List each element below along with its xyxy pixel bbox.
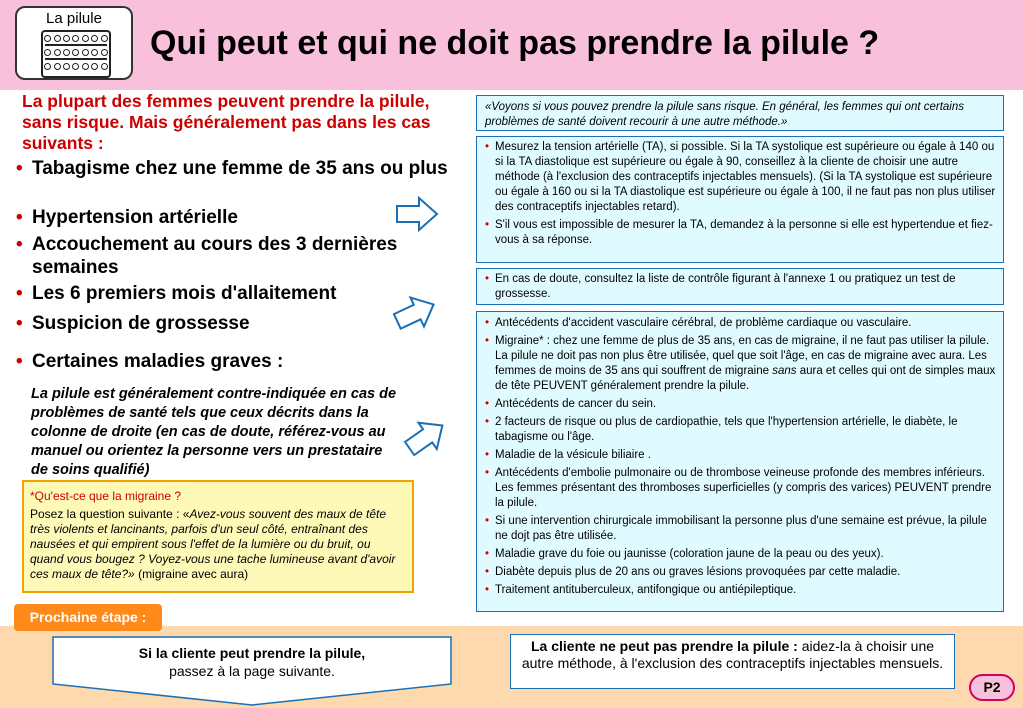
case-item-hypertension: • Hypertension artérielle — [14, 206, 452, 229]
can-take-pill-text: Si la cliente peut prendre la pilule, passez à la page suivante. — [138, 645, 366, 679]
case-item-serious-illness: • Certaines maladies graves : — [14, 350, 452, 373]
migraine-question: Avez-vous souvent des maux de tête très violents et lancinants, parfois d'un seul côté, entraînant des nausées et qui empirent sous l'effet de la lumière ou du bruit, ou quand vous bougez ? Voyez-vous une tache lumineuse avant d'avoir ces maux de tête?» — [30, 507, 396, 581]
arrow-up-right-icon — [403, 416, 449, 458]
list-item: • S'il vous est impossible de mesurer la TA, demandez à la personne si elle est hypertendue et fiez-vous à sa réponse. — [481, 218, 999, 248]
pill-pack-icon — [41, 30, 111, 78]
arrow-up-right-icon — [392, 292, 438, 332]
header-bar — [0, 0, 1023, 90]
cannot-take-pill-text: aidez-la à choisir une autre méthode, à l'exclusion des contraceptifs injectables mensuels. — [521, 638, 944, 671]
can-take-pill-box[interactable] — [52, 636, 452, 706]
list-item: • Mesurez la tension artérielle (TA), si possible. Si la TA systolique est supérieure ou égale à 140 ou si la TA diastolique est supérieure ou égale à 90, conseillez à la cliente de choisir une autre méthode (à l'exclusion des contraceptifs injectables mensuels). (Si la TA systolique est supérieure ou égale à 160 ou si la TA diastolique est supérieure ou égale à 100, il ne faut pas non plus utiliser des contraceptifs injectables retard). — [481, 140, 999, 215]
list-item: • Antécédents d'accident vasculaire cérébral, de problème cardiaque ou vasculaire. — [481, 316, 999, 331]
logo-label: La pilule — [46, 10, 102, 27]
migraine-text-prefix: Posez la question suivante : « — [30, 507, 190, 521]
list-item-migraine: • Migraine* : chez une femme de plus de 35 ans, en cas de migraine, il ne faut pas utiliser la pilule. La pilule ne doit pas non plus être utilisée, quel que soit l'âge, en cas de migraine avec aura. Les femmes de moins de 35 ans qui souffrent de migraine sans aura et celles qui ont de simples maux de tête PEUVENT généralement prendre la pilule. — [481, 334, 999, 394]
migraine-text-suffix: (migraine avec aura) — [134, 567, 249, 581]
list-item: • Diabète depuis plus de 20 ans ou graves lésions provoquées par cette maladie. — [481, 565, 999, 580]
cannot-take-pill-heading: La cliente ne peut pas prendre la pilule : — [530, 638, 798, 654]
migraine-heading: *Qu'est-ce que la migraine ? — [30, 489, 182, 503]
provider-script-box: «Voyons si vous pouvez prendre la pilule sans risque. En général, les femmes qui ont certains problèmes de santé doivent recourir à une autre méthode.» — [476, 95, 1004, 131]
list-item: • Maladie de la vésicule biliaire . — [481, 448, 999, 463]
cannot-take-pill-box — [510, 634, 955, 689]
list-item: • Antécédents de cancer du sein. — [481, 397, 999, 412]
contraindication-note: La pilule est généralement contre-indiquée en cas de problèmes de santé tels que ceux décrits dans la colonne de droite (en cas de doute, référez-vous au manuel ou orientez la personne vers un prestataire de soins qualifié) — [31, 386, 397, 478]
serious-conditions-box — [476, 311, 1004, 612]
list-item: • 2 facteurs de risque ou plus de cardiopathie, tels que l'hypertension artérielle, le diabète, le tabagisme ou l'âge. — [481, 415, 999, 445]
blood-pressure-box — [476, 136, 1004, 263]
list-item: • Si une intervention chirurgicale immobilisant la personne plus d'une semaine est prévue, la pilule ne dojt pas être utilisée. — [481, 514, 999, 544]
page-number-badge[interactable]: P2 — [969, 674, 1015, 701]
case-item-smoking: • Tabagisme chez une femme de 35 ans ou plus — [14, 157, 452, 180]
pill-logo — [15, 6, 133, 80]
list-item: • Antécédents d'embolie pulmonaire ou de thrombose veineuse profonde des membres inférieurs. Les femmes présentant des thromboses superficielles (y compris des varices) PEUVENT prendre la pilule. — [481, 466, 999, 511]
list-item: • Maladie grave du foie ou jaunisse (coloration jaune de la peau ou des yeux). — [481, 547, 999, 562]
list-item: • En cas de doute, consultez la liste de contrôle figurant à l'annexe 1 ou pratiquez un test de grossesse. — [481, 272, 999, 302]
case-item-breastfeeding: • Les 6 premiers mois d'allaitement — [14, 282, 452, 305]
case-item-pregnancy: • Suspicion de grossesse — [14, 312, 452, 335]
next-step-button[interactable]: Prochaine étape : — [14, 604, 162, 631]
migraine-definition-box — [22, 480, 414, 593]
intro-text: La plupart des femmes peuvent prendre la pilule, sans risque. Mais généralement pas dans les cas suivants : — [22, 91, 431, 153]
pregnancy-check-box — [476, 268, 1004, 305]
list-item: • Traitement antituberculeux, antifongique ou antiépileptique. — [481, 583, 999, 598]
page-title: Qui peut et qui ne doit pas prendre la pilule ? — [150, 24, 880, 62]
case-item-childbirth: • Accouchement au cours des 3 dernières semaines — [14, 233, 452, 279]
arrow-right-icon — [395, 196, 439, 232]
